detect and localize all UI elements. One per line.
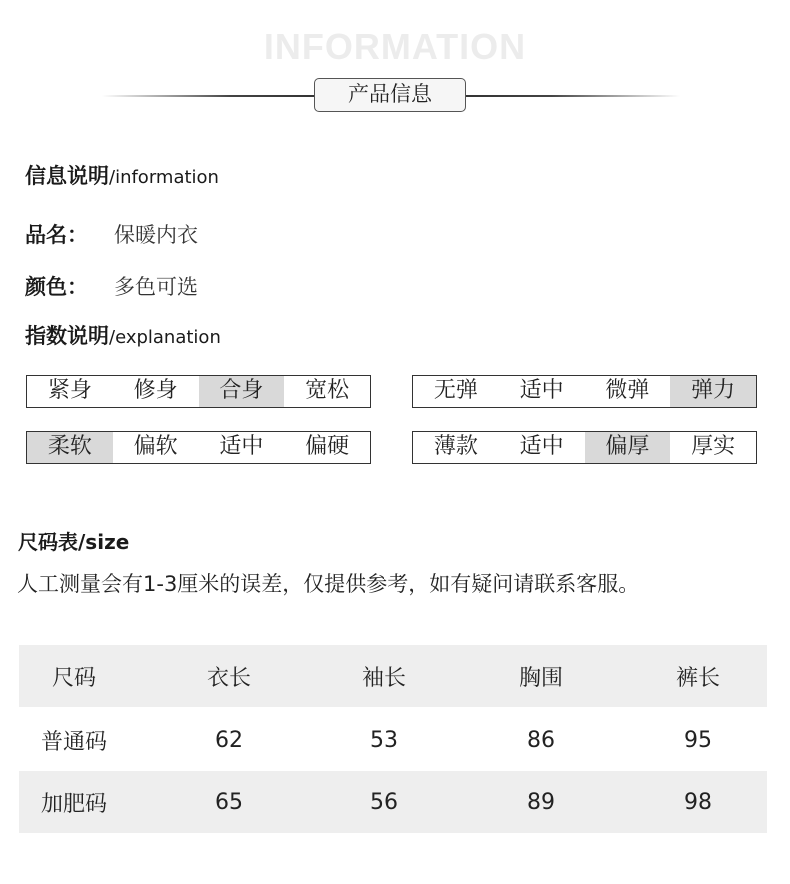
explanation-heading-en: /explanation: [109, 327, 221, 348]
table-header-cell: 衣长: [206, 665, 251, 691]
softness-option: 偏软: [133, 434, 178, 459]
info-heading: [25, 160, 219, 190]
table-cell: 普通码: [40, 729, 107, 755]
product-name-value: 保暖内衣: [114, 223, 198, 247]
table-row: [19, 771, 767, 833]
table-cell: 89: [527, 789, 555, 815]
explanation-heading: [25, 320, 221, 350]
fit-index: [26, 375, 371, 408]
color-label: 颜色：: [25, 275, 88, 299]
table-header-row: [19, 645, 767, 707]
table-header-cell: 裤长: [675, 665, 720, 691]
softness-option: 柔软: [27, 432, 113, 463]
elasticity-option: 适中: [519, 378, 564, 403]
thickness-option: 薄款: [433, 434, 478, 459]
color-value: 多色可选: [114, 275, 198, 299]
table-cell: 95: [684, 727, 712, 753]
size-heading: 尺码表/size: [18, 530, 130, 554]
size-table: [19, 645, 767, 833]
elasticity-index: [412, 375, 757, 408]
watermark-title: INFORMATION: [263, 26, 527, 67]
table-cell: 56: [370, 789, 398, 815]
fit-option: 宽松: [305, 378, 350, 403]
softness-index: [26, 431, 371, 464]
table-header-cell: 胸围: [518, 665, 563, 691]
table-cell: 加肥码: [40, 791, 107, 817]
table-cell: 53: [370, 727, 398, 753]
section-title: 产品信息: [314, 78, 466, 112]
table-header-cell: 尺码: [51, 665, 96, 691]
info-heading-en: /information: [109, 167, 219, 188]
product-name-label: 品名：: [25, 223, 88, 247]
thickness-option: 适中: [519, 434, 564, 459]
elasticity-option: 微弹: [605, 378, 650, 403]
thickness-index: [412, 431, 757, 464]
table-cell: 98: [684, 789, 712, 815]
table-header-cell: 袖长: [361, 665, 406, 691]
measurement-note: 人工测量会有1-3厘米的误差，仅提供参考，如有疑问请联系客服。: [17, 572, 640, 596]
divider-right: [466, 95, 680, 97]
fit-option: 紧身: [47, 378, 92, 403]
elasticity-option: 弹力: [670, 376, 756, 407]
thickness-option: 厚实: [691, 434, 736, 459]
info-heading-cn: 信息说明: [25, 164, 109, 188]
fit-option: 修身: [133, 378, 178, 403]
fit-option: 合身: [199, 376, 285, 407]
elasticity-option: 无弹: [433, 378, 478, 403]
explanation-heading-cn: 指数说明: [25, 324, 109, 348]
table-cell: 62: [215, 727, 243, 753]
table-cell: 86: [527, 727, 555, 753]
softness-option: 偏硬: [305, 434, 350, 459]
table-row: [19, 709, 767, 771]
thickness-option: 偏厚: [585, 432, 671, 463]
softness-option: 适中: [219, 434, 264, 459]
divider-left: [102, 95, 315, 97]
table-cell: 65: [215, 789, 243, 815]
